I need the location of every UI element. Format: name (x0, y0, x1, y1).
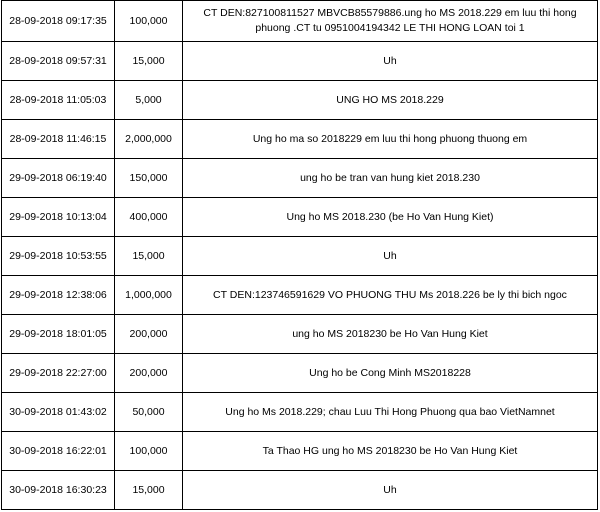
datetime-cell: 28-09-2018 09:57:31 (2, 42, 115, 81)
datetime-cell: 30-09-2018 16:22:01 (2, 432, 115, 471)
description-cell: CT DEN:123746591629 VO PHUONG THU Ms 2018.226 be ly thi bich ngoc (183, 276, 598, 315)
description-cell: Uh (183, 471, 598, 510)
description-cell: UNG HO MS 2018.229 (183, 81, 598, 120)
amount-cell: 400,000 (115, 198, 183, 237)
amount-cell: 5,000 (115, 81, 183, 120)
datetime-cell: 29-09-2018 06:19:40 (2, 159, 115, 198)
description-cell: CT DEN:827100811527 MBVCB85579886.ung ho MS 2018.229 em luu thi hong phuong .CT tu 0951004194342 LE THI HONG LOAN toi 1 (183, 1, 598, 42)
amount-cell: 100,000 (115, 432, 183, 471)
table-row (2, 1, 598, 42)
table-row (2, 315, 598, 354)
description-cell: ung ho be tran van hung kiet 2018.230 (183, 159, 598, 198)
amount-cell: 15,000 (115, 471, 183, 510)
table-row (2, 276, 598, 315)
datetime-cell: 30-09-2018 16:30:23 (2, 471, 115, 510)
datetime-cell: 29-09-2018 10:13:04 (2, 198, 115, 237)
table-row (2, 42, 598, 81)
amount-cell: 200,000 (115, 315, 183, 354)
description-cell: Uh (183, 42, 598, 81)
datetime-cell: 28-09-2018 11:05:03 (2, 81, 115, 120)
amount-cell: 2,000,000 (115, 120, 183, 159)
datetime-cell: 29-09-2018 22:27:00 (2, 354, 115, 393)
datetime-cell: 30-09-2018 01:43:02 (2, 393, 115, 432)
description-cell: ung ho MS 2018230 be Ho Van Hung Kiet (183, 315, 598, 354)
amount-cell: 200,000 (115, 354, 183, 393)
description-cell: Ung ho ma so 2018229 em luu thi hong phuong thuong em (183, 120, 598, 159)
donation-table (1, 0, 598, 510)
table-row (2, 159, 598, 198)
datetime-cell: 29-09-2018 12:38:06 (2, 276, 115, 315)
table-row (2, 198, 598, 237)
table-body (2, 1, 598, 510)
table-row (2, 354, 598, 393)
amount-cell: 150,000 (115, 159, 183, 198)
amount-cell: 1,000,000 (115, 276, 183, 315)
description-cell: Ung ho MS 2018.230 (be Ho Van Hung Kiet) (183, 198, 598, 237)
description-cell: Ta Thao HG ung ho MS 2018230 be Ho Van Hung Kiet (183, 432, 598, 471)
table-row (2, 393, 598, 432)
datetime-cell: 29-09-2018 10:53:55 (2, 237, 115, 276)
datetime-cell: 28-09-2018 11:46:15 (2, 120, 115, 159)
datetime-cell: 29-09-2018 18:01:05 (2, 315, 115, 354)
amount-cell: 15,000 (115, 237, 183, 276)
amount-cell: 50,000 (115, 393, 183, 432)
table-row (2, 237, 598, 276)
amount-cell: 15,000 (115, 42, 183, 81)
datetime-cell: 28-09-2018 09:17:35 (2, 1, 115, 42)
table-row (2, 81, 598, 120)
table-row (2, 471, 598, 510)
description-cell: Ung ho Ms 2018.229; chau Luu Thi Hong Phuong qua bao VietNamnet (183, 393, 598, 432)
amount-cell: 100,000 (115, 1, 183, 42)
table-row (2, 120, 598, 159)
description-cell: Uh (183, 237, 598, 276)
description-cell: Ung ho be Cong Minh MS2018228 (183, 354, 598, 393)
table-row (2, 432, 598, 471)
